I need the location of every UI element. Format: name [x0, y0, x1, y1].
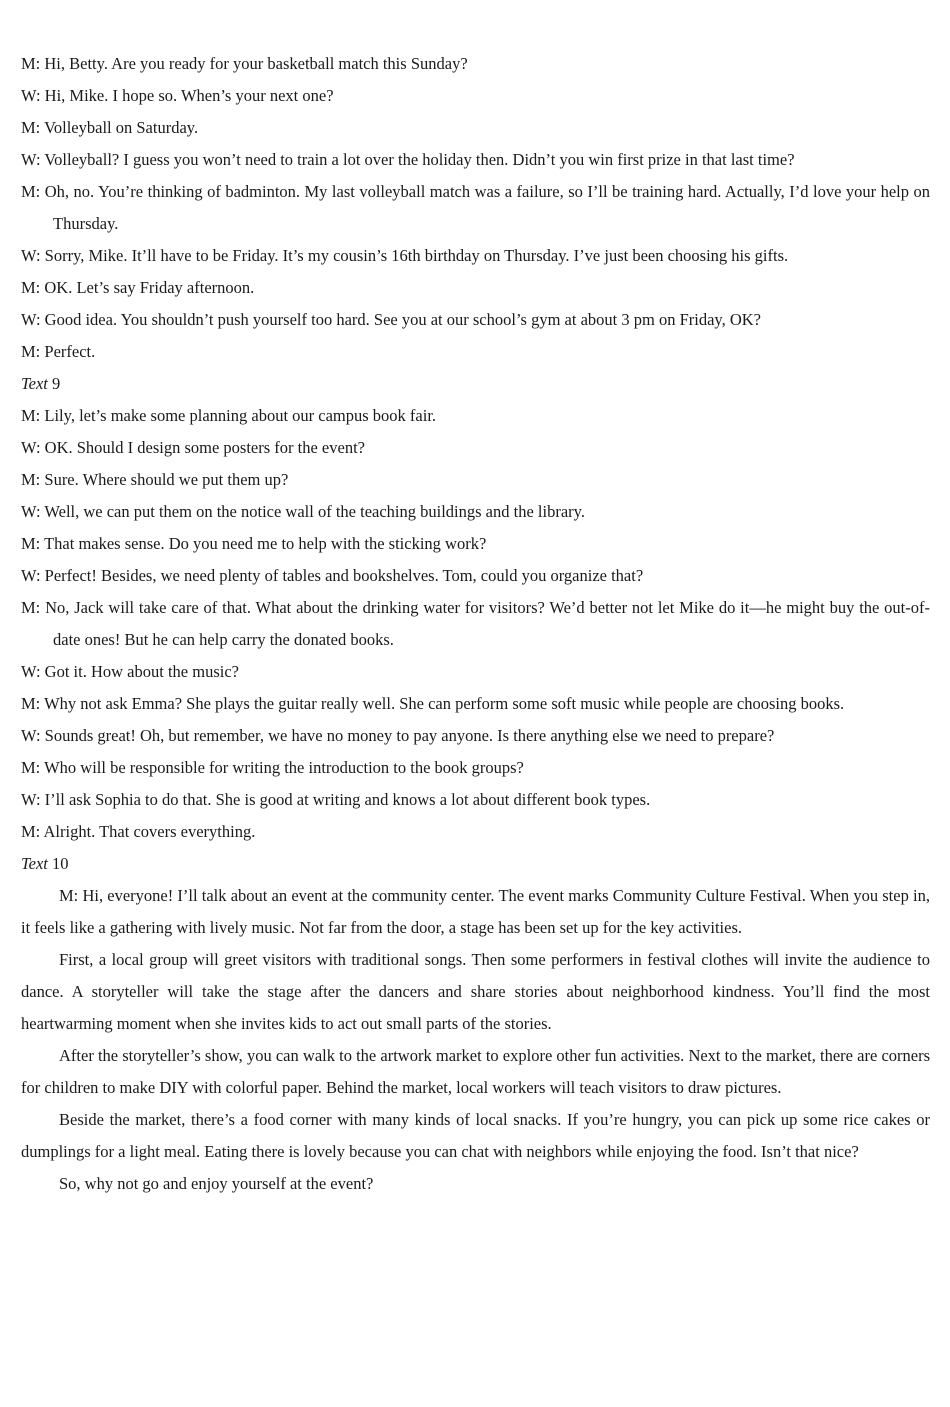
dialogue-text: Volleyball? I guess you won’t need to train a lot over the holiday then. Didn’t you win first prize in that last time?	[44, 150, 795, 169]
dialogue-line	[21, 656, 930, 688]
section-heading-text9	[21, 368, 930, 400]
speaker-tag: M:	[21, 182, 41, 201]
dialogue-line	[21, 80, 930, 112]
dialogue-text: OK. Should I design some posters for the event?	[44, 438, 365, 457]
dialogue-text: Alright. That covers everything.	[43, 822, 256, 841]
section-number: 10	[52, 854, 69, 873]
dialogue-line	[21, 496, 930, 528]
paragraph: So, why not go and enjoy yourself at the event?	[59, 1174, 374, 1193]
section-heading-text10	[21, 848, 930, 880]
speaker-tag: W:	[21, 790, 41, 809]
speaker-tag: W:	[21, 726, 41, 745]
dialogue-text: Why not ask Emma? She plays the guitar really well. She can perform some soft music while people are choosing books.	[44, 694, 845, 713]
dialogue-line	[21, 784, 930, 816]
speaker-tag: W:	[21, 150, 41, 169]
dialogue-line	[21, 240, 930, 272]
dialogue-text: Lily, let’s make some planning about our campus book fair.	[44, 406, 437, 425]
dialogue-text: Perfect.	[44, 342, 96, 361]
section-number: 9	[52, 374, 61, 393]
dialogue-line	[21, 560, 930, 592]
speaker-tag: W:	[21, 246, 41, 265]
paragraph: After the storyteller’s show, you can walk to the artwork market to explore other fun activities. Next to the market, there are corners for children to make DIY with colorful paper. Behind the market, local workers will teach visitors to draw pictures.	[21, 1046, 930, 1097]
dialogue-line	[21, 592, 930, 656]
speaker-tag: M:	[21, 54, 41, 73]
speaker-tag: W:	[21, 502, 41, 521]
dialogue-line	[21, 176, 930, 240]
dialogue-text8	[21, 48, 930, 368]
dialogue-text: OK. Let’s say Friday afternoon.	[44, 278, 255, 297]
dialogue-text: Hi, Betty. Are you ready for your basketball match this Sunday?	[44, 54, 468, 73]
dialogue-text: I’ll ask Sophia to do that. She is good at writing and knows a lot about different book types.	[44, 790, 651, 809]
dialogue-line	[21, 528, 930, 560]
dialogue-line	[21, 304, 930, 336]
speaker-tag: M:	[21, 822, 41, 841]
speaker-tag: M:	[21, 694, 41, 713]
dialogue-text: That makes sense. Do you need me to help with the sticking work?	[44, 534, 487, 553]
dialogue-line	[21, 336, 930, 368]
dialogue-text: Volleyball on Saturday.	[44, 118, 199, 137]
speaker-tag: W:	[21, 438, 41, 457]
dialogue-text9	[21, 400, 930, 848]
speaker-tag: M:	[21, 598, 41, 617]
document-content	[21, 48, 930, 1200]
dialogue-text: Who will be responsible for writing the introduction to the book groups?	[44, 758, 524, 777]
speaker-tag: M:	[21, 278, 41, 297]
dialogue-text: Got it. How about the music?	[44, 662, 239, 681]
speaker-tag: M:	[21, 118, 41, 137]
speaker-tag: M:	[21, 470, 41, 489]
dialogue-line	[21, 48, 930, 80]
section-label: Text	[21, 374, 48, 393]
dialogue-line	[21, 752, 930, 784]
dialogue-line	[21, 272, 930, 304]
speaker-tag: M:	[21, 406, 41, 425]
speaker-tag: M:	[21, 758, 41, 777]
dialogue-line	[21, 688, 930, 720]
dialogue-text: Hi, Mike. I hope so. When’s your next one?	[44, 86, 334, 105]
paragraph: Beside the market, there’s a food corner with many kinds of local snacks. If you’re hungry, you can pick up some rice cakes or dumplings for a light meal. Eating there is lovely because you can chat with neighbors while enjoying the food. Isn’t that nice?	[21, 1110, 930, 1161]
paragraph: M: Hi, everyone! I’ll talk about an event at the community center. The event marks Community Culture Festival. When you step in, it feels like a gathering with lively music. Not far from the door, a stage has been set up for the key activities.	[21, 886, 930, 937]
section-label: Text	[21, 854, 48, 873]
speaker-tag: W:	[21, 86, 41, 105]
speaker-tag: W:	[21, 566, 41, 585]
dialogue-text: Sure. Where should we put them up?	[44, 470, 289, 489]
paragraph: First, a local group will greet visitors with traditional songs. Then some performers in festival clothes will invite the audience to dance. A storyteller will take the stage after the dancers and share stories about neighborhood kindness. You’ll find the most heartwarming moment when she invites kids to act out small parts of the stories.	[21, 950, 930, 1033]
speaker-tag: M:	[21, 342, 41, 361]
dialogue-line	[21, 144, 930, 176]
dialogue-line	[21, 720, 930, 752]
dialogue-line	[21, 816, 930, 848]
dialogue-line	[21, 112, 930, 144]
dialogue-text: Perfect! Besides, we need plenty of tables and bookshelves. Tom, could you organize that?	[44, 566, 644, 585]
dialogue-text: Oh, no. You’re thinking of badminton. My last volleyball match was a failure, so I’ll be training hard. Actually, I’d love your help on Thursday.	[44, 182, 931, 233]
dialogue-line	[21, 464, 930, 496]
dialogue-line	[21, 432, 930, 464]
speaker-tag: W:	[21, 310, 41, 329]
dialogue-text: Sorry, Mike. It’ll have to be Friday. It’s my cousin’s 16th birthday on Thursday. I’ve just been choosing his gifts.	[44, 246, 789, 265]
dialogue-text: Well, we can put them on the notice wall of the teaching buildings and the library.	[44, 502, 585, 521]
dialogue-text: Sounds great! Oh, but remember, we have no money to pay anyone. Is there anything else we need to prepare?	[44, 726, 775, 745]
dialogue-text: Good idea. You shouldn’t push yourself too hard. See you at our school’s gym at about 3 pm on Friday, OK?	[44, 310, 761, 329]
speaker-tag: W:	[21, 662, 41, 681]
dialogue-text: No, Jack will take care of that. What about the drinking water for visitors? We’d better not let Mike do it—he might buy the out-of-date ones! But he can help carry the donated books.	[45, 598, 931, 649]
monologue-text10	[21, 880, 930, 1200]
speaker-tag: M:	[21, 534, 41, 553]
dialogue-line	[21, 400, 930, 432]
